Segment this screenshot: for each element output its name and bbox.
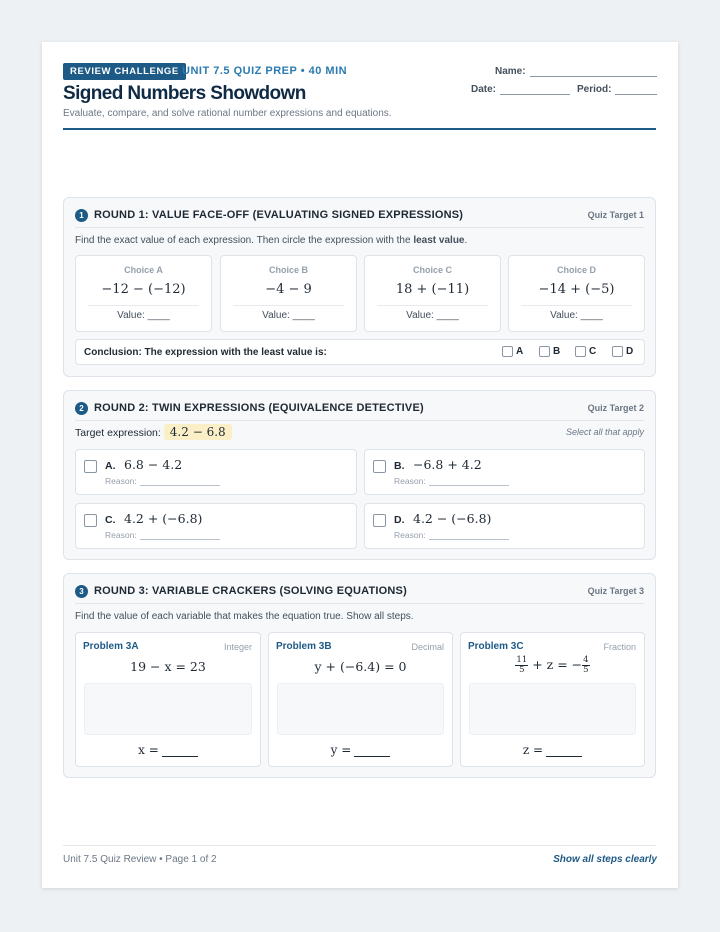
problem-equation: 19 − x = 23: [130, 659, 206, 674]
target-expression-row: [75, 424, 232, 440]
checkbox[interactable]: [539, 346, 550, 357]
choice-value[interactable]: Value: ____: [117, 310, 170, 321]
checkbox[interactable]: [502, 346, 513, 357]
answer-field[interactable]: [269, 743, 452, 757]
instr-emphasis: least value: [413, 235, 465, 246]
fraction-11-5: [515, 656, 528, 675]
choice-expression: −12 − (−12): [101, 282, 186, 297]
reason-label: Reason:: [394, 530, 426, 540]
round-3-instructions: Find the value of each variable that makes the equation true. Show all steps.: [75, 611, 414, 622]
round-3-number: 3: [75, 585, 88, 598]
reason-line[interactable]: [140, 478, 220, 486]
round-2-title: ROUND 2: TWIN EXPRESSIONS (EQUIVALENCE DETECTIVE): [94, 402, 424, 414]
checkbox[interactable]: [84, 460, 97, 473]
target-expression: 4.2 − 6.8: [164, 424, 232, 440]
period-line[interactable]: [615, 85, 657, 95]
round-2-target: Quiz Target 2: [587, 403, 644, 413]
checkbox[interactable]: [612, 346, 623, 357]
option-label: D: [626, 346, 634, 358]
round-1-number: 1: [75, 209, 88, 222]
answer-label: x =: [138, 743, 159, 757]
period-field[interactable]: [577, 84, 657, 95]
option-label: B: [553, 346, 561, 358]
problem-type: Fraction: [603, 642, 636, 652]
choice-expression: −14 + (−5): [538, 282, 615, 297]
option-letter: B.: [394, 460, 405, 472]
option-label: A: [516, 346, 524, 358]
round-3-divider: [75, 603, 644, 604]
choice-value[interactable]: Value: ____: [262, 310, 315, 321]
choice-value[interactable]: Value: ____: [550, 310, 603, 321]
round-3-section: [63, 573, 656, 778]
conclusion-text: Conclusion: The expression with the least value is:: [84, 347, 327, 358]
choice-label: Choice D: [556, 265, 596, 275]
name-line[interactable]: [530, 67, 657, 77]
work-area[interactable]: [84, 683, 252, 735]
problem-card-3b: [268, 632, 453, 767]
checkbox[interactable]: [373, 460, 386, 473]
choice-card-b: [220, 255, 357, 332]
option-letter: D.: [394, 514, 405, 526]
equiv-option-d[interactable]: [364, 503, 645, 549]
option-expression: −6.8 + 4.2: [413, 457, 482, 472]
round-1-section: [63, 197, 656, 377]
unit-line: UNIT 7.5 QUIZ PREP • 40 MIN: [182, 65, 348, 77]
choice-card-a: [75, 255, 212, 332]
select-all-note: Select all that apply: [565, 427, 644, 437]
reason-line[interactable]: [429, 478, 509, 486]
footer-note: Show all steps clearly: [553, 854, 657, 865]
page-title: Signed Numbers Showdown: [63, 83, 306, 104]
choice-label: Choice B: [268, 265, 308, 275]
choice-divider: [377, 305, 488, 306]
choice-divider: [521, 305, 632, 306]
checkbox[interactable]: [575, 346, 586, 357]
choice-value[interactable]: Value: ____: [406, 310, 459, 321]
choice-expression: 18 + (−11): [395, 282, 470, 297]
choice-card-d: [508, 255, 645, 332]
instr-end: .: [464, 235, 468, 246]
answer-label: y =: [330, 743, 352, 757]
choice-expression: −4 − 9: [265, 282, 312, 297]
fraction-4-5: [582, 656, 589, 675]
problem-equation: [461, 656, 644, 675]
round-1-instructions: [75, 235, 467, 246]
round-1-divider: [75, 227, 644, 228]
answer-field[interactable]: [76, 743, 260, 757]
numerator: 4: [583, 655, 589, 665]
reason-label: Reason:: [105, 530, 137, 540]
reason-field[interactable]: [105, 530, 220, 540]
name-label: Name:: [495, 66, 526, 77]
answer-label: z =: [522, 743, 544, 757]
instr-text: Find the exact value of each expression. Then circle the expression with the: [75, 235, 414, 246]
reason-label: Reason:: [394, 476, 426, 486]
reason-label: Reason:: [105, 476, 137, 486]
problem-card-3c: [460, 632, 645, 767]
date-field[interactable]: [471, 84, 570, 95]
round-1-target: Quiz Target 1: [587, 210, 644, 220]
work-area[interactable]: [277, 683, 444, 735]
review-badge: REVIEW CHALLENGE: [63, 63, 186, 80]
denominator: 5: [583, 665, 589, 675]
choice-card-c: [364, 255, 501, 332]
option-expression: 4.2 − (−6.8): [413, 511, 492, 526]
equiv-option-a[interactable]: [75, 449, 357, 495]
answer-line[interactable]: [546, 747, 582, 757]
least-option-b[interactable]: [539, 346, 560, 357]
target-label: Target expression:: [75, 427, 161, 439]
denominator: 5: [519, 665, 525, 675]
page-subtitle: Evaluate, compare, and solve rational number expressions and equations.: [63, 108, 392, 119]
answer-line[interactable]: [162, 747, 198, 757]
round-1-header: [75, 208, 644, 224]
worksheet-page: [42, 42, 678, 888]
reason-field[interactable]: [394, 476, 509, 486]
work-area[interactable]: [469, 683, 636, 735]
answer-line[interactable]: [354, 747, 390, 757]
round-2-section: [63, 390, 656, 560]
choice-divider: [88, 305, 199, 306]
round-3-header: [75, 584, 644, 600]
date-label: Date:: [471, 84, 497, 95]
problem-title: Problem 3B: [276, 641, 332, 652]
round-2-number: 2: [75, 402, 88, 415]
option-letter: C.: [105, 514, 116, 526]
header-divider: [63, 128, 656, 130]
round-3-target: Quiz Target 3: [587, 586, 644, 596]
equiv-option-c[interactable]: [75, 503, 357, 549]
choice-label: Choice A: [124, 265, 163, 275]
answer-field[interactable]: [461, 743, 644, 757]
checkbox[interactable]: [373, 514, 386, 527]
name-field[interactable]: [495, 66, 657, 77]
option-letter: A.: [105, 460, 116, 472]
option-expression: 6.8 − 4.2: [124, 457, 183, 472]
date-line[interactable]: [500, 85, 570, 95]
equation-middle: + z = −: [532, 657, 583, 672]
choice-divider: [233, 305, 344, 306]
period-label: Period:: [577, 84, 612, 95]
least-option-a[interactable]: [502, 346, 523, 357]
numerator: 11: [516, 655, 528, 665]
round-2-header: [75, 401, 644, 417]
option-label: C: [589, 346, 597, 358]
reason-line[interactable]: [429, 532, 509, 540]
problem-equation: y + (−6.4) = 0: [314, 659, 407, 674]
problem-title: Problem 3C: [468, 641, 524, 652]
problem-type: Integer: [223, 642, 252, 652]
round-2-divider: [75, 420, 644, 421]
option-expression: 4.2 + (−6.8): [124, 511, 203, 526]
reason-field[interactable]: [394, 530, 509, 540]
footer-divider: [63, 845, 656, 846]
least-option-c[interactable]: [575, 346, 596, 357]
problem-title: Problem 3A: [83, 641, 139, 652]
reason-field[interactable]: [105, 476, 220, 486]
least-option-d[interactable]: [612, 346, 633, 357]
choice-label: Choice C: [412, 265, 452, 275]
checkbox[interactable]: [84, 514, 97, 527]
round-3-title: ROUND 3: VARIABLE CRACKERS (SOLVING EQUATIONS): [94, 585, 407, 597]
equiv-option-b[interactable]: [364, 449, 645, 495]
round-1-title: ROUND 1: VALUE FACE-OFF (EVALUATING SIGNED EXPRESSIONS): [94, 209, 464, 221]
problem-type: Decimal: [411, 642, 444, 652]
problem-card-3a: [75, 632, 261, 767]
conclusion-row: [75, 339, 645, 365]
footer-page-info: Unit 7.5 Quiz Review • Page 1 of 2: [63, 854, 217, 865]
reason-line[interactable]: [140, 532, 220, 540]
